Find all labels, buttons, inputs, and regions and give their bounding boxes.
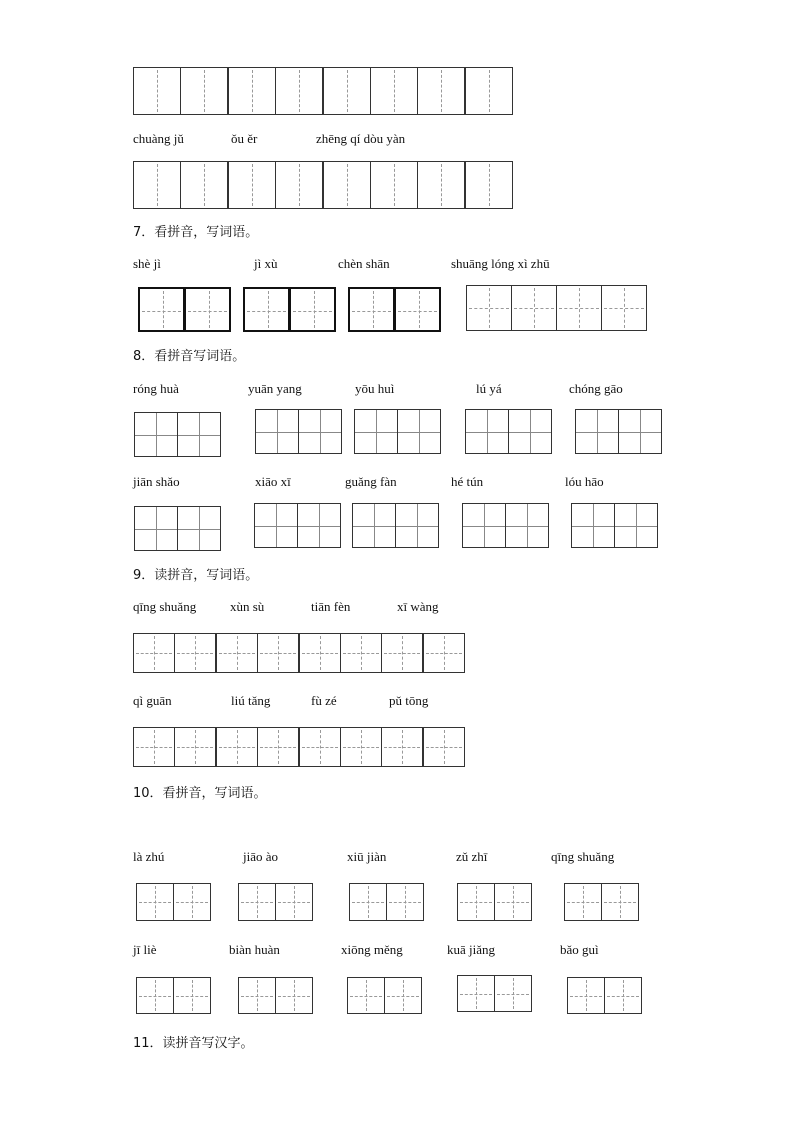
character-cell[interactable]	[340, 633, 382, 673]
guide-line	[178, 435, 220, 436]
guide-line	[394, 164, 395, 206]
guide-line	[298, 526, 340, 527]
character-cell[interactable]	[457, 975, 495, 1012]
character-cell[interactable]	[299, 633, 341, 673]
guide-line	[352, 311, 391, 312]
guide-line	[373, 291, 374, 328]
character-cell[interactable]	[352, 503, 396, 548]
guide-line	[347, 70, 348, 112]
guide-line	[299, 164, 300, 206]
guide-line	[314, 291, 315, 328]
guide-line	[384, 747, 420, 748]
character-cell[interactable]	[133, 67, 181, 115]
guide-line	[252, 70, 253, 112]
pinyin-label: bǎo guì	[560, 942, 599, 957]
guide-line	[441, 70, 442, 112]
guide-line	[353, 526, 395, 527]
character-cell[interactable]	[255, 409, 299, 454]
character-cell[interactable]	[216, 727, 258, 767]
character-cell[interactable]	[238, 977, 276, 1014]
character-cell[interactable]	[567, 977, 605, 1014]
guide-line	[607, 996, 639, 997]
character-cell[interactable]	[180, 67, 228, 115]
character-cell[interactable]	[275, 67, 323, 115]
pinyin-label: chèn shān	[338, 256, 390, 271]
guide-line	[176, 902, 208, 903]
guide-line	[177, 653, 213, 654]
character-cell[interactable]	[257, 633, 299, 673]
pinyin-label: jiān shǎo	[133, 474, 180, 489]
character-cell[interactable]	[462, 503, 506, 548]
character-cell[interactable]	[381, 633, 423, 673]
question-title: 11．读拼音写汉字。	[133, 1036, 254, 1051]
guide-line	[350, 996, 382, 997]
character-cell[interactable]	[384, 977, 422, 1014]
character-cell[interactable]	[323, 161, 371, 209]
pinyin-label: lóu hāo	[565, 474, 604, 489]
guide-line	[163, 291, 164, 328]
guide-line	[278, 996, 310, 997]
character-cell[interactable]	[494, 883, 532, 921]
guide-line	[268, 291, 269, 328]
character-cell[interactable]	[511, 285, 557, 331]
guide-line	[343, 747, 379, 748]
character-cell[interactable]	[465, 67, 513, 115]
question-title: 9．读拼音，写词语。	[133, 568, 259, 583]
character-cell[interactable]	[228, 67, 276, 115]
pinyin-label: xiū jiàn	[347, 849, 387, 864]
character-cell[interactable]	[184, 287, 231, 332]
guide-line	[396, 526, 438, 527]
character-cell[interactable]	[133, 633, 175, 673]
character-cell[interactable]	[348, 287, 395, 332]
character-cell[interactable]	[254, 503, 298, 548]
character-cell[interactable]	[136, 883, 174, 921]
pinyin-label: fù zé	[311, 693, 337, 708]
character-cell[interactable]	[601, 883, 639, 921]
pinyin-label: biàn huàn	[229, 942, 280, 957]
character-cell[interactable]	[417, 67, 465, 115]
pinyin-label: xùn sù	[230, 599, 265, 614]
pinyin-label: róng huà	[133, 381, 179, 396]
guide-line	[576, 432, 618, 433]
guide-line	[176, 996, 208, 997]
pinyin-label: jī liè	[133, 942, 157, 957]
guide-line	[188, 311, 227, 312]
guide-line	[387, 996, 419, 997]
character-cell[interactable]	[370, 161, 418, 209]
character-cell[interactable]	[381, 727, 423, 767]
pinyin-label: yōu huì	[355, 381, 395, 396]
guide-line	[178, 529, 220, 530]
character-cell[interactable]	[575, 409, 619, 454]
character-cell[interactable]	[354, 409, 398, 454]
character-cell[interactable]	[257, 727, 299, 767]
guide-line	[260, 747, 296, 748]
guide-line	[260, 653, 296, 654]
character-cell[interactable]	[136, 977, 174, 1014]
character-cell[interactable]	[417, 161, 465, 209]
character-cell[interactable]	[423, 727, 465, 767]
guide-line	[509, 432, 551, 433]
character-cell[interactable]	[386, 883, 424, 921]
guide-line	[302, 747, 338, 748]
character-cell[interactable]	[216, 633, 258, 673]
guide-line	[255, 526, 297, 527]
pinyin-label: xiāo xī	[255, 474, 291, 489]
character-cell[interactable]	[397, 409, 441, 454]
guide-line	[426, 747, 462, 748]
guide-line	[419, 291, 420, 328]
character-cell[interactable]	[275, 977, 313, 1014]
character-cell[interactable]	[297, 503, 341, 548]
guide-line	[136, 653, 172, 654]
guide-line	[497, 994, 529, 995]
guide-line	[389, 902, 421, 903]
character-cell[interactable]	[465, 409, 509, 454]
guide-line	[136, 747, 172, 748]
guide-line	[398, 432, 440, 433]
character-cell[interactable]	[614, 503, 658, 548]
guide-line	[157, 70, 158, 112]
character-cell[interactable]	[494, 975, 532, 1012]
character-cell[interactable]	[275, 161, 323, 209]
guide-line	[352, 902, 384, 903]
pinyin-label: jiāo ào	[243, 849, 279, 864]
guide-line	[463, 526, 505, 527]
question-title: 10．看拼音，写词语。	[133, 786, 267, 801]
character-cell[interactable]	[299, 727, 341, 767]
character-cell[interactable]	[138, 287, 185, 332]
character-cell[interactable]	[289, 287, 336, 332]
guide-line	[619, 432, 661, 433]
pinyin-label: xī wàng	[397, 599, 439, 614]
guide-line	[506, 526, 548, 527]
character-cell[interactable]	[340, 727, 382, 767]
pinyin-label: pǔ tōng	[389, 693, 429, 708]
pinyin-label: shè jì	[133, 256, 161, 271]
guide-line	[489, 70, 490, 112]
character-cell[interactable]	[508, 409, 552, 454]
pinyin-label: là zhú	[133, 849, 165, 864]
pinyin-label: ǒu ěr	[231, 131, 258, 146]
character-cell[interactable]	[601, 285, 647, 331]
guide-line	[135, 529, 177, 530]
guide-line	[384, 653, 420, 654]
guide-line	[209, 291, 210, 328]
pinyin-label: qīng shuǎng	[133, 599, 197, 614]
pinyin-label: zǔ zhī	[456, 849, 488, 864]
guide-line	[615, 526, 657, 527]
pinyin-label: tiān fèn	[311, 599, 351, 614]
character-cell[interactable]	[394, 287, 441, 332]
guide-line	[559, 308, 599, 309]
guide-line	[489, 164, 490, 206]
guide-line	[514, 308, 554, 309]
guide-line	[252, 164, 253, 206]
guide-line	[460, 994, 492, 995]
guide-line	[604, 308, 644, 309]
character-cell[interactable]	[564, 883, 602, 921]
character-cell[interactable]	[323, 67, 371, 115]
guide-line	[247, 311, 286, 312]
character-cell[interactable]	[505, 503, 549, 548]
guide-line	[497, 902, 529, 903]
character-cell[interactable]	[347, 977, 385, 1014]
character-cell[interactable]	[243, 287, 290, 332]
pinyin-label: kuā jiǎng	[447, 942, 496, 957]
character-cell[interactable]	[571, 503, 615, 548]
character-cell[interactable]	[423, 633, 465, 673]
pinyin-label: jì xù	[254, 256, 278, 271]
character-cell[interactable]	[604, 977, 642, 1014]
guide-line	[219, 653, 255, 654]
character-cell[interactable]	[134, 506, 178, 551]
pinyin-label: liú tǎng	[231, 693, 271, 708]
guide-line	[572, 526, 614, 527]
character-cell[interactable]	[465, 161, 513, 209]
guide-line	[293, 311, 332, 312]
character-cell[interactable]	[228, 161, 276, 209]
guide-line	[426, 653, 462, 654]
character-cell[interactable]	[457, 883, 495, 921]
pinyin-label: qì guān	[133, 693, 172, 708]
character-cell[interactable]	[618, 409, 662, 454]
pinyin-label: shuāng lóng xì zhū	[451, 256, 550, 271]
guide-line	[466, 432, 508, 433]
character-cell[interactable]	[556, 285, 602, 331]
guide-line	[157, 164, 158, 206]
character-cell[interactable]	[133, 727, 175, 767]
guide-line	[394, 70, 395, 112]
character-cell[interactable]	[134, 412, 178, 457]
guide-line	[299, 70, 300, 112]
guide-line	[177, 747, 213, 748]
pinyin-label: xiōng měng	[341, 942, 403, 957]
guide-line	[135, 435, 177, 436]
guide-line	[204, 70, 205, 112]
character-cell[interactable]	[133, 161, 181, 209]
character-cell[interactable]	[180, 161, 228, 209]
character-cell[interactable]	[275, 883, 313, 921]
guide-line	[355, 432, 397, 433]
guide-line	[139, 902, 171, 903]
character-cell[interactable]	[466, 285, 512, 331]
guide-line	[142, 311, 181, 312]
character-cell[interactable]	[395, 503, 439, 548]
guide-line	[241, 902, 273, 903]
character-cell[interactable]	[238, 883, 276, 921]
pinyin-label: lú yá	[476, 381, 502, 396]
guide-line	[278, 902, 310, 903]
pinyin-label: yuān yang	[248, 381, 302, 396]
character-cell[interactable]	[177, 412, 221, 457]
pinyin-label: hé tún	[451, 474, 484, 489]
guide-line	[219, 747, 255, 748]
character-cell[interactable]	[174, 727, 216, 767]
pinyin-label: qīng shuǎng	[551, 849, 615, 864]
guide-line	[241, 996, 273, 997]
character-cell[interactable]	[177, 506, 221, 551]
pinyin-label: guǎng fàn	[345, 474, 397, 489]
guide-line	[256, 432, 298, 433]
guide-line	[347, 164, 348, 206]
pinyin-label: chuàng jǔ	[133, 131, 184, 146]
guide-line	[139, 996, 171, 997]
guide-line	[460, 902, 492, 903]
question-title: 7．看拼音，写词语。	[133, 225, 259, 240]
character-cell[interactable]	[349, 883, 387, 921]
pinyin-label: zhēng qí dòu yàn	[316, 131, 406, 146]
guide-line	[302, 653, 338, 654]
question-title: 8．看拼音写词语。	[133, 349, 246, 364]
character-cell[interactable]	[298, 409, 342, 454]
guide-line	[570, 996, 602, 997]
character-cell[interactable]	[173, 883, 211, 921]
guide-line	[343, 653, 379, 654]
character-cell[interactable]	[174, 633, 216, 673]
character-cell[interactable]	[370, 67, 418, 115]
pinyin-label: chóng gāo	[569, 381, 623, 396]
character-cell[interactable]	[173, 977, 211, 1014]
guide-line	[604, 902, 636, 903]
guide-line	[441, 164, 442, 206]
guide-line	[567, 902, 599, 903]
guide-line	[299, 432, 341, 433]
guide-line	[398, 311, 437, 312]
guide-line	[469, 308, 509, 309]
guide-line	[204, 164, 205, 206]
